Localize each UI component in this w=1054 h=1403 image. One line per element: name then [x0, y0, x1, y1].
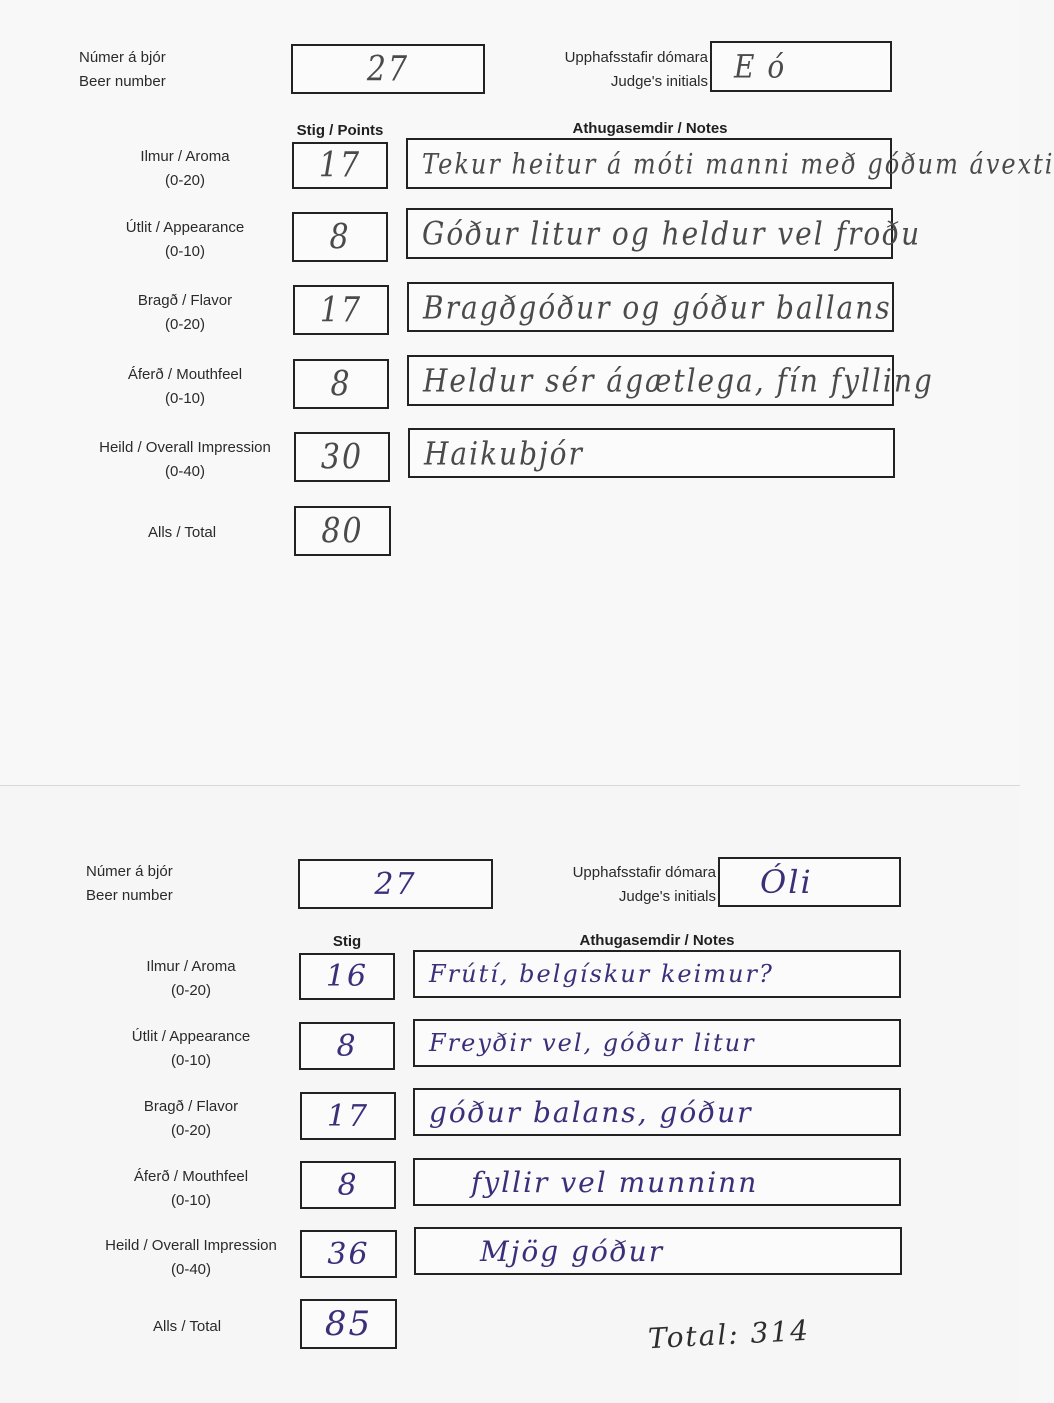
category-name: Bragð / Flavor: [143, 1098, 239, 1115]
total-label: Alls / Total: [153, 1318, 222, 1335]
beer-number-box[interactable]: [298, 859, 493, 909]
aroma-notes-box[interactable]: [406, 138, 1054, 189]
total-score: 85: [324, 1304, 373, 1344]
category-mouthfeel-label: [66, 1165, 316, 1213]
category-range: (0-20): [164, 316, 205, 333]
appearance-notes: Freyðir vel, góður litur: [429, 1029, 756, 1057]
total-label: Alls / Total: [148, 524, 217, 541]
mouthfeel-notes: Heldur sér ágætlega, fín fylling: [423, 361, 934, 400]
flavor-score-box[interactable]: [300, 1092, 396, 1140]
category-name: Ilmur / Aroma: [146, 958, 236, 975]
beer-number-label: [79, 46, 166, 94]
appearance-notes-box[interactable]: [413, 1019, 901, 1067]
judge-initials-label-is: Upphafsstafir dómara: [572, 864, 716, 881]
flavor-notes-box[interactable]: [413, 1088, 901, 1136]
score-sheet-2: [0, 785, 1020, 1403]
aroma-score-box[interactable]: [292, 142, 388, 189]
category-range: (0-20): [170, 1122, 211, 1139]
aroma-score: 17: [318, 145, 362, 186]
aroma-notes: Tekur heitur á móti manni með góðum ávexti: [422, 147, 1054, 180]
category-name: Áferð / Mouthfeel: [127, 366, 243, 383]
appearance-notes-box[interactable]: [406, 208, 922, 259]
beer-number-label: [86, 860, 173, 908]
judge-initials-box[interactable]: [718, 857, 901, 907]
category-name: Áferð / Mouthfeel: [133, 1168, 249, 1185]
appearance-score-box[interactable]: [299, 1022, 395, 1070]
grand-total-note: Total: 314: [647, 1313, 811, 1356]
overall-notes: Haikubjór: [424, 434, 584, 472]
category-name: Heild / Overall Impression: [99, 439, 271, 456]
judge-initials-label: [527, 861, 716, 909]
overall-score: 30: [320, 436, 364, 478]
judge-initials-label-is: Upphafsstafir dómara: [564, 49, 708, 66]
aroma-notes-box[interactable]: [413, 950, 901, 998]
mouthfeel-notes-box[interactable]: [407, 355, 934, 406]
overall-score: 36: [327, 1236, 370, 1272]
flavor-score: 17: [319, 289, 363, 331]
category-range: (0-20): [170, 982, 211, 999]
flavor-notes-box[interactable]: [407, 282, 894, 332]
beer-number-label-en: Beer number: [79, 73, 166, 90]
total-score-box[interactable]: [300, 1299, 397, 1349]
judge-initials-value: Óli: [760, 863, 813, 901]
category-appearance-label: [60, 216, 310, 264]
aroma-score-box[interactable]: [299, 953, 395, 1000]
total-score-box[interactable]: [294, 506, 391, 556]
overall-score-box[interactable]: [300, 1230, 397, 1278]
judge-initials-value: E ó: [734, 47, 787, 86]
beer-number-label-is: Númer á bjór: [86, 863, 173, 880]
appearance-score-box[interactable]: [292, 212, 388, 262]
category-flavor-label: [60, 289, 310, 337]
category-range: (0-20): [164, 172, 205, 189]
aroma-score: 16: [325, 959, 369, 994]
appearance-score: 8: [329, 216, 351, 258]
category-range: (0-10): [164, 243, 205, 260]
judge-initials-label: [520, 46, 708, 94]
flavor-notes: góður balans, góður: [429, 1095, 753, 1129]
category-range: (0-40): [170, 1261, 211, 1278]
points-header: Stig / Points: [296, 122, 384, 139]
category-aroma-label: [60, 145, 310, 193]
mouthfeel-score-box[interactable]: [293, 359, 389, 409]
category-aroma-label: [66, 955, 316, 1003]
mouthfeel-score: 8: [337, 1167, 359, 1203]
category-overall-label: [60, 436, 310, 484]
category-mouthfeel-label: [60, 363, 310, 411]
total-score: 80: [321, 510, 364, 552]
category-name: Heild / Overall Impression: [105, 1237, 277, 1254]
appearance-score: 8: [336, 1028, 358, 1064]
mouthfeel-notes: fyllir vel munninn: [471, 1165, 759, 1199]
flavor-notes: Bragðgóður og góður ballans: [423, 288, 892, 326]
notes-header: Athugasemdir / Notes: [579, 932, 735, 949]
notes-header: Athugasemdir / Notes: [572, 120, 728, 137]
judge-initials-label-en: Judge's initials: [618, 888, 716, 905]
beer-number-value: 27: [366, 48, 410, 90]
category-name: Bragð / Flavor: [137, 292, 233, 309]
flavor-score: 17: [326, 1098, 370, 1134]
judge-initials-box[interactable]: [710, 41, 892, 92]
overall-score-box[interactable]: [294, 432, 390, 482]
judge-initials-label-en: Judge's initials: [610, 73, 708, 90]
category-range: (0-10): [164, 390, 205, 407]
overall-notes-box[interactable]: [408, 428, 895, 478]
category-appearance-label: [66, 1025, 316, 1073]
category-flavor-label: [66, 1095, 316, 1143]
category-name: Ilmur / Aroma: [140, 148, 230, 165]
overall-notes-box[interactable]: [414, 1227, 902, 1275]
aroma-notes: Frútí, belgískur keimur?: [429, 960, 774, 988]
beer-number-value: 27: [374, 866, 417, 902]
points-header: Stig: [332, 933, 362, 950]
category-range: (0-10): [170, 1052, 211, 1069]
mouthfeel-score-box[interactable]: [300, 1161, 396, 1209]
category-name: Útlit / Appearance: [125, 219, 245, 236]
category-range: (0-40): [164, 463, 205, 480]
category-overall-label: [66, 1234, 316, 1282]
beer-number-label-is: Númer á bjór: [79, 49, 166, 66]
category-name: Útlit / Appearance: [131, 1028, 251, 1045]
beer-number-label-en: Beer number: [86, 887, 173, 904]
appearance-notes: Góður litur og heldur vel froðu: [422, 214, 922, 253]
category-range: (0-10): [170, 1192, 211, 1209]
overall-notes: Mjög góður: [480, 1234, 665, 1268]
mouthfeel-notes-box[interactable]: [413, 1158, 901, 1206]
mouthfeel-score: 8: [330, 363, 352, 405]
beer-number-box[interactable]: [291, 44, 485, 94]
flavor-score-box[interactable]: [293, 285, 389, 335]
